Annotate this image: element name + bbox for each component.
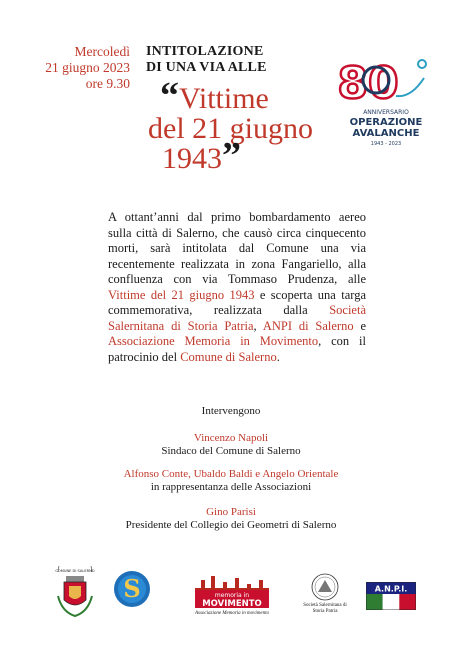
speaker — [0, 506, 462, 532]
body-text-2: e scoperta una targa commemorativa, realizzata dalla — [108, 287, 366, 317]
body-highlight-memoria: Associazione Memoria in Movimento — [108, 334, 319, 348]
memoria-top: memoria in — [214, 592, 250, 599]
body-highlight-sssp: Società Salernitana di Storia Patria — [108, 303, 366, 333]
body-text-3: , — [253, 318, 263, 333]
sssp-caption-1: Società Salernitana di — [303, 603, 347, 608]
speaker-role: Presidente del Collegio dei Geometri di Salerno — [125, 519, 337, 531]
speaker-name: Gino Parisi — [206, 506, 256, 518]
close-quote: ” — [222, 135, 241, 177]
speaker-role: Sindaco del Comune di Salerno — [161, 445, 301, 457]
title-line-2: del 21 giugno — [148, 112, 313, 145]
event-datetime — [40, 44, 130, 92]
open-quote: “ — [160, 75, 179, 117]
speaker-name: Vincenzo Napoli — [193, 432, 269, 444]
anniversary-line-1: OPERAZIONE — [349, 117, 423, 128]
sssp-caption-2: Storia Patria — [312, 609, 338, 614]
comune-salerno-crest-icon — [52, 566, 98, 620]
anpi-flag-icon — [366, 582, 416, 610]
sssp-logo — [302, 572, 348, 618]
event-date: 21 giugno 2023 — [45, 60, 130, 75]
event-day: Mercoledì — [74, 44, 130, 59]
anniversary-line-2: AVALANCHE — [352, 128, 420, 139]
title-line-1: Vittime — [179, 82, 269, 115]
anniversary-label: ANNIVERSARIO — [363, 109, 409, 116]
speaker-name: Alfonso Conte, Ubaldo Baldi e Angelo Orientale — [123, 468, 339, 480]
body-paragraph — [108, 210, 366, 365]
title — [148, 75, 313, 177]
body-highlight-victims: Vittime del 21 giugno 1943 — [108, 287, 255, 302]
title-line-3: 1943 — [162, 142, 222, 175]
svg-text:S: S — [123, 574, 141, 603]
memoria-in-movimento-logo — [193, 570, 271, 616]
speaker — [0, 468, 462, 494]
body-text-1: A ottant’anni dal primo bombardamento aereo sulla città di Salerno, che causò circa cinquecento morti, sarà intitolata dal Comune una via recentemente realizzata in zona Fangariello, alla confluenza con via Tommaso Prudenza, alle — [108, 210, 366, 286]
body-highlight-comune: Comune di Salerno — [180, 349, 277, 364]
anniversary-logo — [336, 50, 436, 150]
anniversary-number: 80 — [337, 58, 399, 109]
body-text-6: . — [276, 349, 280, 364]
anniversary-years: 1943 - 2023 — [370, 141, 402, 147]
memoria-caption: Associazione Memoria in movimento — [194, 611, 270, 616]
heading-line-2: DI UNA VIA ALLE — [146, 60, 267, 75]
body-text-4: e — [353, 318, 366, 333]
sponsor-logos — [0, 560, 462, 620]
comune-label: COMUNE DI SALERNO — [55, 569, 95, 573]
anpi-label: A.N.P.I. — [374, 584, 408, 594]
speakers-intro: Intervengono — [201, 405, 261, 417]
body-text-5: , con il patrocinio del — [108, 334, 366, 364]
event-time: ore 9.30 — [85, 76, 130, 91]
speaker-role: in rappresentanza delle Associazioni — [150, 481, 312, 493]
sssp-seal-icon — [302, 572, 348, 604]
memoria-main: MOVIMENTO — [202, 599, 262, 609]
heading-line-1: INTITOLAZIONE — [146, 44, 264, 59]
speaker — [0, 432, 462, 458]
sssp-caption — [302, 603, 348, 615]
memoria-skyline-icon — [193, 570, 271, 610]
heading — [146, 44, 267, 76]
body-highlight-anpi: ANPI di Salerno — [262, 318, 354, 333]
s-emblem-icon — [113, 570, 151, 608]
